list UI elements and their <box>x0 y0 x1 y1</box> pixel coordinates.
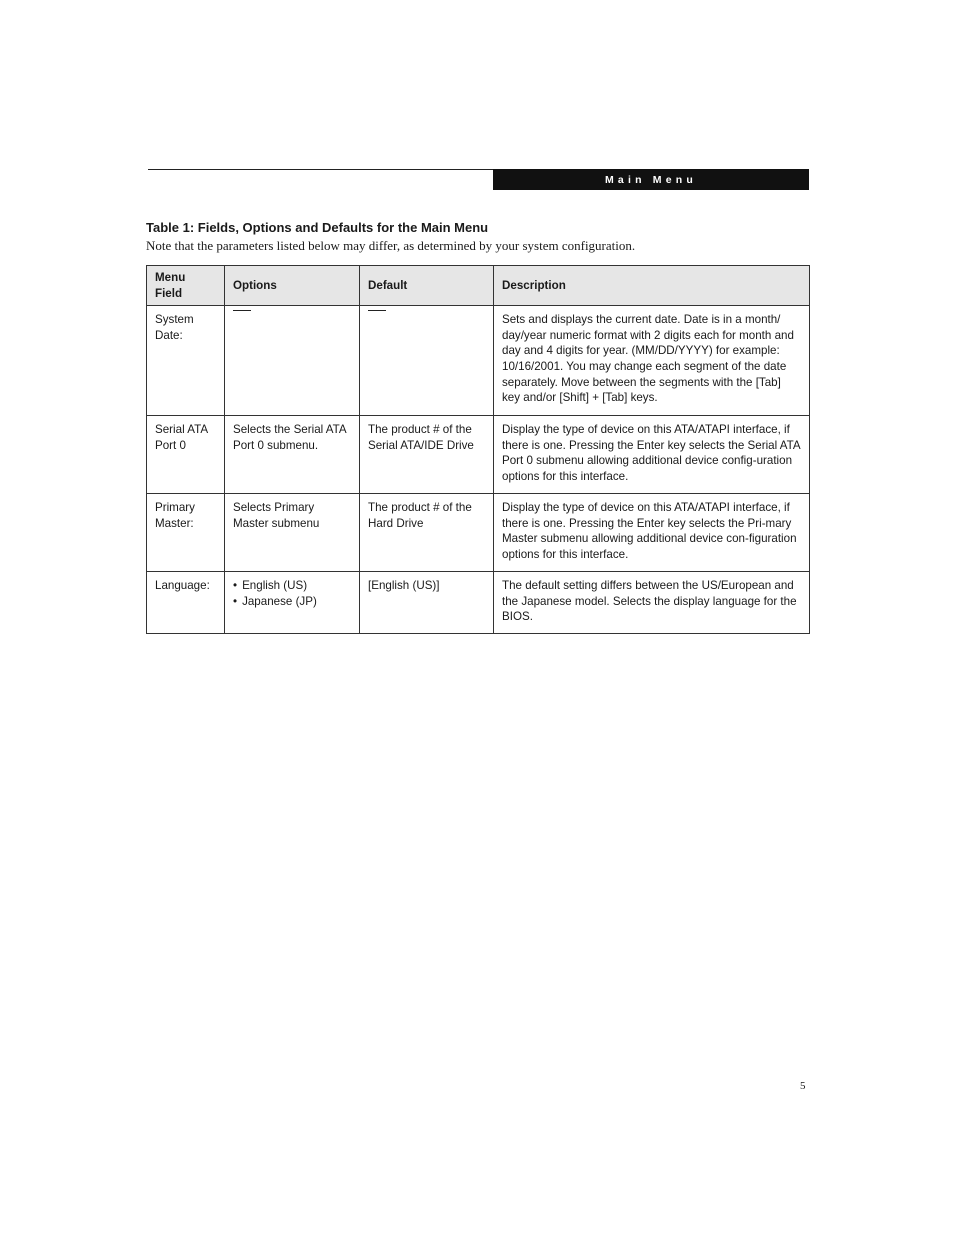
table-row <box>147 572 810 634</box>
column-header-menu-field: Menu Field <box>147 266 225 306</box>
column-header-default: Default <box>360 266 494 306</box>
page-number: 5 <box>800 1080 806 1092</box>
description-cell: The default setting differs between the US/European and the Japanese model. Selects the display language for the BIOS. <box>494 572 810 634</box>
main-menu-table <box>146 265 810 634</box>
description-cell: Display the type of device on this ATA/ATAPI interface, if there is one. Pressing the Enter key selects the Pri-mary Master submenu allowing additional device con-figuration options for this interface. <box>494 494 810 572</box>
options-cell <box>225 306 360 416</box>
menu-field-cell: Language: <box>147 572 225 634</box>
table-note: Note that the parameters listed below may differ, as determined by your system configuration. <box>146 238 636 253</box>
column-header-options: Options <box>225 266 360 306</box>
options-cell: Selects the Serial ATA Port 0 submenu. <box>225 416 360 494</box>
options-cell <box>225 572 360 634</box>
column-header-description: Description <box>494 266 810 306</box>
list-item: • English (US) <box>233 578 351 594</box>
list-item: • Japanese (JP) <box>233 594 351 610</box>
options-list <box>233 578 351 609</box>
menu-field-cell: System Date: <box>147 306 225 416</box>
description-cell: Display the type of device on this ATA/ATAPI interface, if there is one. Pressing the Enter key selects the Serial ATA Port 0 submenu allowing additional device config-uration options for this interface. <box>494 416 810 494</box>
table-header-row <box>147 266 810 306</box>
menu-field-cell: Serial ATA Port 0 <box>147 416 225 494</box>
em-dash <box>368 310 386 327</box>
menu-field-cell: Primary Master: <box>147 494 225 572</box>
section-header: Main Menu <box>493 169 809 190</box>
table-row <box>147 306 810 416</box>
default-cell <box>360 306 494 416</box>
header-rule <box>148 169 493 170</box>
options-cell: Selects Primary Master submenu <box>225 494 360 572</box>
description-cell: Sets and displays the current date. Date is in a month/ day/year numeric format with 2 digits each for month and day and 4 digits for year. (MM/DD/YYYY) for example: 10/16/2001. You may change each segment of the date separately. Move between the segments with the [Tab] key and/or [Shift] + [Tab] keys. <box>494 306 810 416</box>
default-cell: [English (US)] <box>360 572 494 634</box>
em-dash <box>233 310 251 327</box>
table-title: Table 1: Fields, Options and Defaults for the Main Menu <box>146 220 489 235</box>
default-cell: The product # of the Serial ATA/IDE Drive <box>360 416 494 494</box>
table-row <box>147 494 810 572</box>
table-row <box>147 416 810 494</box>
default-cell: The product # of the Hard Drive <box>360 494 494 572</box>
